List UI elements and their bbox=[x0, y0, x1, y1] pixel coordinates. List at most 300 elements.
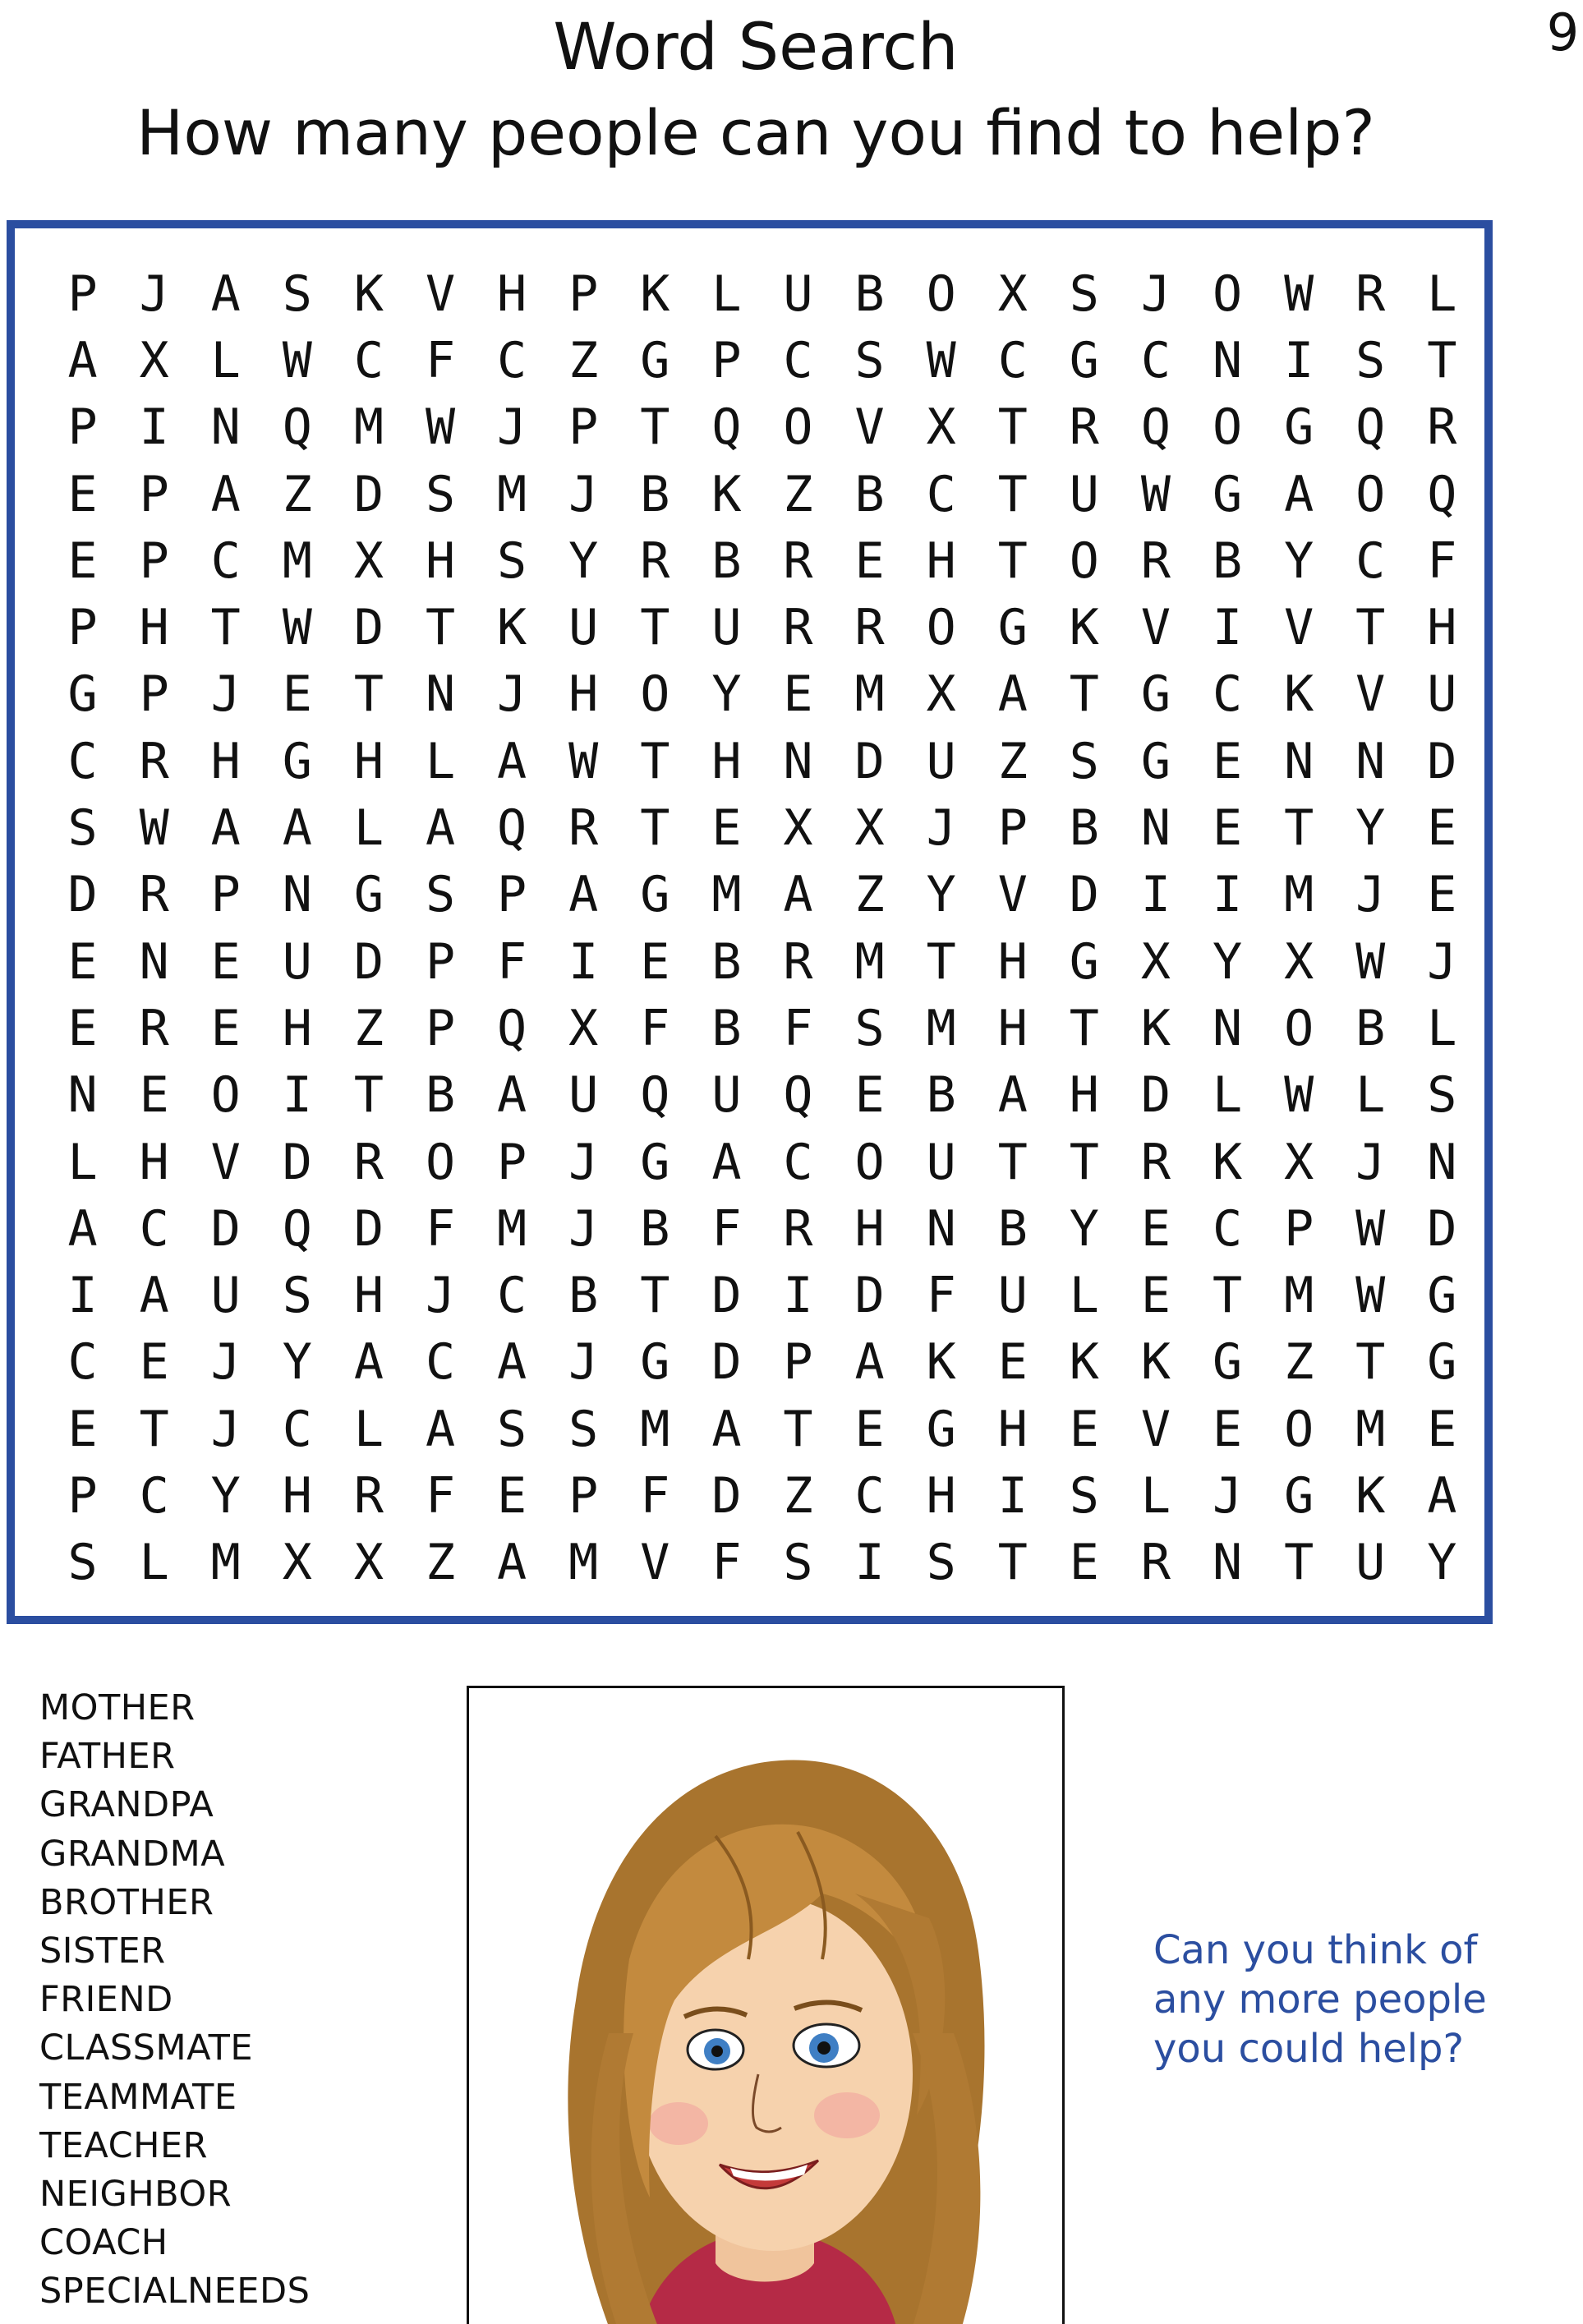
grid-letter: K bbox=[1355, 1466, 1386, 1525]
grid-letter: H bbox=[1069, 1066, 1099, 1125]
grid-letter: R bbox=[1069, 398, 1099, 457]
grid-letter: R bbox=[139, 732, 169, 790]
grid-letter: I bbox=[854, 1534, 885, 1592]
grid-letter: C bbox=[1140, 331, 1171, 389]
grid-letter: M bbox=[497, 1199, 527, 1258]
grid-letter: S bbox=[1355, 331, 1386, 389]
grid-letter: E bbox=[67, 932, 98, 991]
grid-letter: F bbox=[425, 331, 456, 389]
grid-letter: D bbox=[353, 1199, 384, 1258]
grid-letter: U bbox=[568, 1066, 599, 1125]
grid-letter: L bbox=[353, 799, 384, 858]
grid-letter: L bbox=[1427, 999, 1457, 1057]
grid-letter: H bbox=[711, 732, 742, 790]
grid-letter: A bbox=[497, 1534, 527, 1592]
grid-letter: P bbox=[67, 599, 98, 657]
grid-letter: V bbox=[210, 1133, 241, 1191]
grid-letter: P bbox=[497, 1133, 527, 1191]
grid-letter: J bbox=[568, 1333, 599, 1392]
grid-letter: Q bbox=[1140, 398, 1171, 457]
grid-letter: X bbox=[1284, 1133, 1314, 1191]
grid-letter: F bbox=[711, 1199, 742, 1258]
prompt-line: Can you think of bbox=[1153, 1927, 1478, 1973]
grid-letter: K bbox=[1069, 599, 1099, 657]
grid-letter: R bbox=[139, 999, 169, 1057]
grid-letter: D bbox=[711, 1267, 742, 1325]
grid-letter: M bbox=[640, 1400, 670, 1458]
grid-letter: J bbox=[1355, 866, 1386, 924]
grid-letter: E bbox=[139, 1066, 169, 1125]
grid-letter: X bbox=[1284, 932, 1314, 991]
grid-letter: F bbox=[425, 1466, 456, 1525]
grid-letter: T bbox=[783, 1400, 813, 1458]
grid-letter: W bbox=[1140, 465, 1171, 523]
grid-letter: F bbox=[640, 1466, 670, 1525]
grid-letter: X bbox=[926, 665, 956, 724]
grid-letter: H bbox=[926, 1466, 956, 1525]
grid-letter: S bbox=[425, 866, 456, 924]
grid-letter: A bbox=[210, 265, 241, 323]
grid-letter: K bbox=[1140, 1333, 1171, 1392]
grid-letter: G bbox=[640, 866, 670, 924]
grid-letter: L bbox=[210, 331, 241, 389]
grid-letter: T bbox=[997, 1534, 1028, 1592]
grid-letter: G bbox=[1212, 1333, 1243, 1392]
grid-letter: O bbox=[926, 599, 956, 657]
grid-letter: P bbox=[425, 999, 456, 1057]
grid-letter: F bbox=[711, 1534, 742, 1592]
grid-letter: P bbox=[67, 265, 98, 323]
grid-letter: S bbox=[1069, 265, 1099, 323]
grid-letter: A bbox=[1284, 465, 1314, 523]
grid-letter: D bbox=[1140, 1066, 1171, 1125]
grid-letter: O bbox=[1212, 265, 1243, 323]
grid-letter: P bbox=[67, 398, 98, 457]
grid-letter: U bbox=[926, 732, 956, 790]
grid-letter: C bbox=[353, 331, 384, 389]
grid-letter: U bbox=[1427, 665, 1457, 724]
word-list-item: MOTHER bbox=[39, 1687, 196, 1728]
grid-letter: V bbox=[425, 265, 456, 323]
grid-letter: R bbox=[139, 866, 169, 924]
grid-letter: G bbox=[1069, 331, 1099, 389]
grid-letter: T bbox=[640, 732, 670, 790]
grid-letter: Y bbox=[210, 1466, 241, 1525]
grid-letter: T bbox=[1212, 1267, 1243, 1325]
grid-letter: S bbox=[568, 1400, 599, 1458]
grid-letter: A bbox=[497, 1333, 527, 1392]
grid-letter: Y bbox=[1212, 932, 1243, 991]
grid-letter: L bbox=[139, 1534, 169, 1592]
grid-letter: L bbox=[353, 1400, 384, 1458]
grid-letter: F bbox=[783, 999, 813, 1057]
grid-letter: Z bbox=[997, 732, 1028, 790]
grid-letter: R bbox=[1140, 1133, 1171, 1191]
word-list-item: FRIEND bbox=[39, 1979, 173, 2021]
grid-letter: I bbox=[282, 1066, 312, 1125]
grid-letter: O bbox=[1355, 465, 1386, 523]
grid-letter: L bbox=[1427, 265, 1457, 323]
grid-letter: G bbox=[1427, 1267, 1457, 1325]
grid-letter: H bbox=[997, 1400, 1028, 1458]
grid-letter: W bbox=[282, 331, 312, 389]
letter-grid bbox=[47, 260, 1478, 1596]
grid-letter: M bbox=[711, 866, 742, 924]
grid-letter: M bbox=[1355, 1400, 1386, 1458]
grid-letter: O bbox=[1284, 999, 1314, 1057]
grid-letter: N bbox=[67, 1066, 98, 1125]
grid-letter: Z bbox=[568, 331, 599, 389]
grid-letter: T bbox=[1284, 799, 1314, 858]
word-list-item: BROTHER bbox=[39, 1881, 214, 1923]
grid-letter: J bbox=[568, 465, 599, 523]
grid-letter: P bbox=[568, 398, 599, 457]
grid-letter: E bbox=[1212, 799, 1243, 858]
grid-letter: P bbox=[568, 265, 599, 323]
grid-letter: H bbox=[353, 732, 384, 790]
grid-letter: W bbox=[926, 331, 956, 389]
grid-letter: Z bbox=[783, 1466, 813, 1525]
grid-letter: Q bbox=[783, 1066, 813, 1125]
grid-letter: U bbox=[711, 1066, 742, 1125]
grid-letter: Y bbox=[711, 665, 742, 724]
grid-letter: K bbox=[1069, 1333, 1099, 1392]
girl-portrait-icon bbox=[469, 1688, 1062, 2324]
grid-letter: E bbox=[1427, 1400, 1457, 1458]
grid-letter: E bbox=[1069, 1400, 1099, 1458]
grid-letter: T bbox=[997, 1133, 1028, 1191]
grid-letter: E bbox=[1212, 732, 1243, 790]
grid-letter: T bbox=[640, 599, 670, 657]
grid-letter: T bbox=[425, 599, 456, 657]
grid-letter: Z bbox=[854, 866, 885, 924]
grid-letter: E bbox=[497, 1466, 527, 1525]
grid-letter: E bbox=[1212, 1400, 1243, 1458]
grid-letter: G bbox=[353, 866, 384, 924]
grid-letter: U bbox=[282, 932, 312, 991]
grid-letter: V bbox=[854, 398, 885, 457]
grid-letter: D bbox=[854, 1267, 885, 1325]
grid-letter: I bbox=[67, 1267, 98, 1325]
prompt-line: you could help? bbox=[1153, 2026, 1464, 2072]
grid-letter: B bbox=[711, 532, 742, 590]
grid-letter: A bbox=[783, 866, 813, 924]
grid-letter: A bbox=[497, 1066, 527, 1125]
grid-letter: M bbox=[854, 932, 885, 991]
grid-letter: H bbox=[997, 999, 1028, 1057]
grid-letter: S bbox=[67, 1534, 98, 1592]
grid-letter: P bbox=[67, 1466, 98, 1525]
word-list-item: SISTER bbox=[39, 1931, 166, 1972]
grid-letter: N bbox=[1212, 331, 1243, 389]
grid-letter: M bbox=[568, 1534, 599, 1592]
grid-letter: S bbox=[1069, 1466, 1099, 1525]
grid-letter: U bbox=[1069, 465, 1099, 523]
grid-letter: J bbox=[139, 265, 169, 323]
grid-letter: N bbox=[1427, 1133, 1457, 1191]
grid-letter: X bbox=[139, 331, 169, 389]
grid-letter: E bbox=[1427, 866, 1457, 924]
grid-letter: H bbox=[854, 1199, 885, 1258]
grid-letter: C bbox=[1355, 532, 1386, 590]
grid-letter: P bbox=[139, 665, 169, 724]
grid-letter: Y bbox=[282, 1333, 312, 1392]
grid-letter: A bbox=[425, 799, 456, 858]
grid-letter: X bbox=[1140, 932, 1171, 991]
grid-letter: D bbox=[282, 1133, 312, 1191]
grid-letter: C bbox=[783, 331, 813, 389]
grid-letter: A bbox=[210, 465, 241, 523]
grid-letter: G bbox=[1069, 932, 1099, 991]
grid-letter: I bbox=[1140, 866, 1171, 924]
grid-letter: O bbox=[926, 265, 956, 323]
grid-letter: B bbox=[854, 265, 885, 323]
grid-letter: B bbox=[711, 999, 742, 1057]
grid-letter: O bbox=[1284, 1400, 1314, 1458]
grid-letter: C bbox=[425, 1333, 456, 1392]
grid-letter: I bbox=[568, 932, 599, 991]
grid-letter: B bbox=[568, 1267, 599, 1325]
grid-letter: K bbox=[1284, 665, 1314, 724]
grid-letter: J bbox=[568, 1199, 599, 1258]
grid-letter: J bbox=[1212, 1466, 1243, 1525]
word-list-item: TEAMMATE bbox=[39, 2076, 237, 2118]
grid-letter: U bbox=[997, 1267, 1028, 1325]
grid-letter: Q bbox=[711, 398, 742, 457]
grid-letter: J bbox=[210, 665, 241, 724]
grid-letter: T bbox=[997, 532, 1028, 590]
grid-letter: X bbox=[568, 999, 599, 1057]
grid-letter: X bbox=[353, 532, 384, 590]
grid-letter: P bbox=[139, 465, 169, 523]
grid-letter: U bbox=[568, 599, 599, 657]
grid-letter: E bbox=[854, 1066, 885, 1125]
grid-letter: G bbox=[67, 665, 98, 724]
grid-letter: H bbox=[282, 1466, 312, 1525]
word-list-item: SPECIALNEEDS bbox=[39, 2271, 311, 2312]
grid-letter: O bbox=[210, 1066, 241, 1125]
grid-letter: S bbox=[1069, 732, 1099, 790]
grid-letter: O bbox=[425, 1133, 456, 1191]
grid-letter: R bbox=[1355, 265, 1386, 323]
grid-letter: C bbox=[926, 465, 956, 523]
grid-letter: B bbox=[997, 1199, 1028, 1258]
grid-letter: E bbox=[1140, 1199, 1171, 1258]
grid-letter: M bbox=[854, 665, 885, 724]
grid-letter: S bbox=[497, 532, 527, 590]
grid-letter: G bbox=[1140, 732, 1171, 790]
grid-letter: U bbox=[210, 1267, 241, 1325]
grid-letter: C bbox=[1212, 1199, 1243, 1258]
grid-letter: B bbox=[711, 932, 742, 991]
grid-letter: J bbox=[210, 1333, 241, 1392]
grid-letter: G bbox=[997, 599, 1028, 657]
grid-letter: T bbox=[997, 465, 1028, 523]
grid-letter: T bbox=[1069, 1133, 1099, 1191]
grid-letter: E bbox=[854, 1400, 885, 1458]
grid-letter: C bbox=[497, 1267, 527, 1325]
grid-letter: R bbox=[1140, 532, 1171, 590]
grid-letter: Y bbox=[926, 866, 956, 924]
grid-letter: X bbox=[353, 1534, 384, 1592]
grid-letter: O bbox=[640, 665, 670, 724]
grid-letter: S bbox=[282, 1267, 312, 1325]
grid-letter: N bbox=[1212, 1534, 1243, 1592]
grid-letter: R bbox=[640, 532, 670, 590]
word-list-item: CLASSMATE bbox=[39, 2027, 254, 2069]
grid-letter: T bbox=[1284, 1534, 1314, 1592]
grid-letter: S bbox=[783, 1534, 813, 1592]
grid-letter: P bbox=[997, 799, 1028, 858]
grid-letter: C bbox=[282, 1400, 312, 1458]
grid-letter: E bbox=[210, 999, 241, 1057]
grid-letter: D bbox=[210, 1199, 241, 1258]
grid-letter: E bbox=[67, 999, 98, 1057]
grid-letter: A bbox=[1427, 1466, 1457, 1525]
grid-letter: E bbox=[997, 1333, 1028, 1392]
grid-letter: E bbox=[1069, 1534, 1099, 1592]
grid-letter: J bbox=[497, 398, 527, 457]
grid-letter: J bbox=[497, 665, 527, 724]
grid-letter: Y bbox=[568, 532, 599, 590]
grid-letter: G bbox=[1284, 1466, 1314, 1525]
grid-letter: R bbox=[1140, 1534, 1171, 1592]
grid-letter: C bbox=[139, 1466, 169, 1525]
grid-letter: O bbox=[1212, 398, 1243, 457]
grid-letter: M bbox=[926, 999, 956, 1057]
grid-letter: F bbox=[425, 1199, 456, 1258]
grid-letter: E bbox=[67, 1400, 98, 1458]
grid-letter: H bbox=[568, 665, 599, 724]
grid-letter: D bbox=[1427, 732, 1457, 790]
grid-letter: A bbox=[353, 1333, 384, 1392]
grid-letter: K bbox=[1212, 1133, 1243, 1191]
grid-letter: T bbox=[1069, 665, 1099, 724]
grid-letter: H bbox=[997, 932, 1028, 991]
grid-letter: Q bbox=[282, 398, 312, 457]
grid-letter: Q bbox=[640, 1066, 670, 1125]
grid-letter: D bbox=[67, 866, 98, 924]
grid-letter: R bbox=[854, 599, 885, 657]
grid-letter: Q bbox=[1427, 465, 1457, 523]
grid-letter: I bbox=[1212, 599, 1243, 657]
prompt-line: any more people bbox=[1153, 1977, 1487, 2023]
grid-letter: E bbox=[1427, 799, 1457, 858]
prompt-text bbox=[1153, 1926, 1564, 2073]
grid-letter: N bbox=[1212, 999, 1243, 1057]
grid-letter: P bbox=[139, 532, 169, 590]
grid-letter: M bbox=[282, 532, 312, 590]
grid-letter: B bbox=[926, 1066, 956, 1125]
grid-letter: U bbox=[711, 599, 742, 657]
grid-letter: I bbox=[783, 1267, 813, 1325]
grid-letter: H bbox=[139, 599, 169, 657]
grid-letter: H bbox=[139, 1133, 169, 1191]
grid-letter: N bbox=[210, 398, 241, 457]
grid-letter: K bbox=[711, 465, 742, 523]
grid-letter: V bbox=[640, 1534, 670, 1592]
grid-letter: F bbox=[497, 932, 527, 991]
grid-letter: I bbox=[1284, 331, 1314, 389]
grid-letter: C bbox=[1212, 665, 1243, 724]
grid-letter: V bbox=[1140, 599, 1171, 657]
grid-letter: N bbox=[425, 665, 456, 724]
grid-letter: T bbox=[640, 1267, 670, 1325]
grid-letter: A bbox=[568, 866, 599, 924]
word-search-frame bbox=[7, 220, 1493, 1624]
page-title: Word Search bbox=[553, 11, 959, 85]
word-list-item: FATHER bbox=[39, 1736, 176, 1778]
grid-letter: T bbox=[1355, 599, 1386, 657]
grid-letter: V bbox=[1140, 1400, 1171, 1458]
grid-letter: B bbox=[640, 465, 670, 523]
grid-letter: X bbox=[282, 1534, 312, 1592]
page-number: 9 bbox=[1546, 2, 1580, 62]
grid-letter: O bbox=[854, 1133, 885, 1191]
grid-letter: L bbox=[1069, 1267, 1099, 1325]
grid-letter: C bbox=[783, 1133, 813, 1191]
grid-letter: M bbox=[210, 1534, 241, 1592]
grid-letter: X bbox=[854, 799, 885, 858]
grid-letter: H bbox=[497, 265, 527, 323]
grid-letter: T bbox=[640, 398, 670, 457]
grid-letter: T bbox=[1355, 1333, 1386, 1392]
grid-letter: K bbox=[1140, 999, 1171, 1057]
word-list bbox=[39, 1684, 434, 2317]
grid-letter: F bbox=[1427, 532, 1457, 590]
grid-letter: E bbox=[854, 532, 885, 590]
grid-letter: U bbox=[926, 1133, 956, 1191]
word-list-item: COACH bbox=[39, 2222, 168, 2264]
grid-letter: A bbox=[67, 331, 98, 389]
grid-letter: N bbox=[282, 866, 312, 924]
grid-letter: A bbox=[997, 665, 1028, 724]
grid-letter: D bbox=[1427, 1199, 1457, 1258]
grid-letter: P bbox=[1284, 1199, 1314, 1258]
grid-letter: G bbox=[1212, 465, 1243, 523]
grid-letter: E bbox=[711, 799, 742, 858]
grid-letter: D bbox=[1069, 866, 1099, 924]
grid-letter: X bbox=[783, 799, 813, 858]
grid-letter: F bbox=[926, 1267, 956, 1325]
grid-letter: Y bbox=[1284, 532, 1314, 590]
grid-letter: Z bbox=[1284, 1333, 1314, 1392]
grid-letter: H bbox=[926, 532, 956, 590]
grid-letter: K bbox=[353, 265, 384, 323]
grid-letter: T bbox=[1427, 331, 1457, 389]
grid-letter: B bbox=[1355, 999, 1386, 1057]
grid-letter: B bbox=[854, 465, 885, 523]
grid-letter: M bbox=[497, 465, 527, 523]
grid-letter: E bbox=[67, 532, 98, 590]
grid-letter: N bbox=[139, 932, 169, 991]
grid-letter: C bbox=[854, 1466, 885, 1525]
grid-letter: Q bbox=[497, 799, 527, 858]
grid-letter: N bbox=[926, 1199, 956, 1258]
grid-letter: S bbox=[854, 999, 885, 1057]
word-list-item: GRANDMA bbox=[39, 1833, 226, 1875]
grid-letter: I bbox=[139, 398, 169, 457]
grid-letter: R bbox=[783, 532, 813, 590]
grid-letter: J bbox=[425, 1267, 456, 1325]
grid-letter: R bbox=[783, 1199, 813, 1258]
grid-letter: W bbox=[282, 599, 312, 657]
grid-letter: L bbox=[1355, 1066, 1386, 1125]
grid-letter: Q bbox=[497, 999, 527, 1057]
grid-letter: E bbox=[640, 932, 670, 991]
grid-letter: K bbox=[497, 599, 527, 657]
grid-letter: W bbox=[1355, 1267, 1386, 1325]
